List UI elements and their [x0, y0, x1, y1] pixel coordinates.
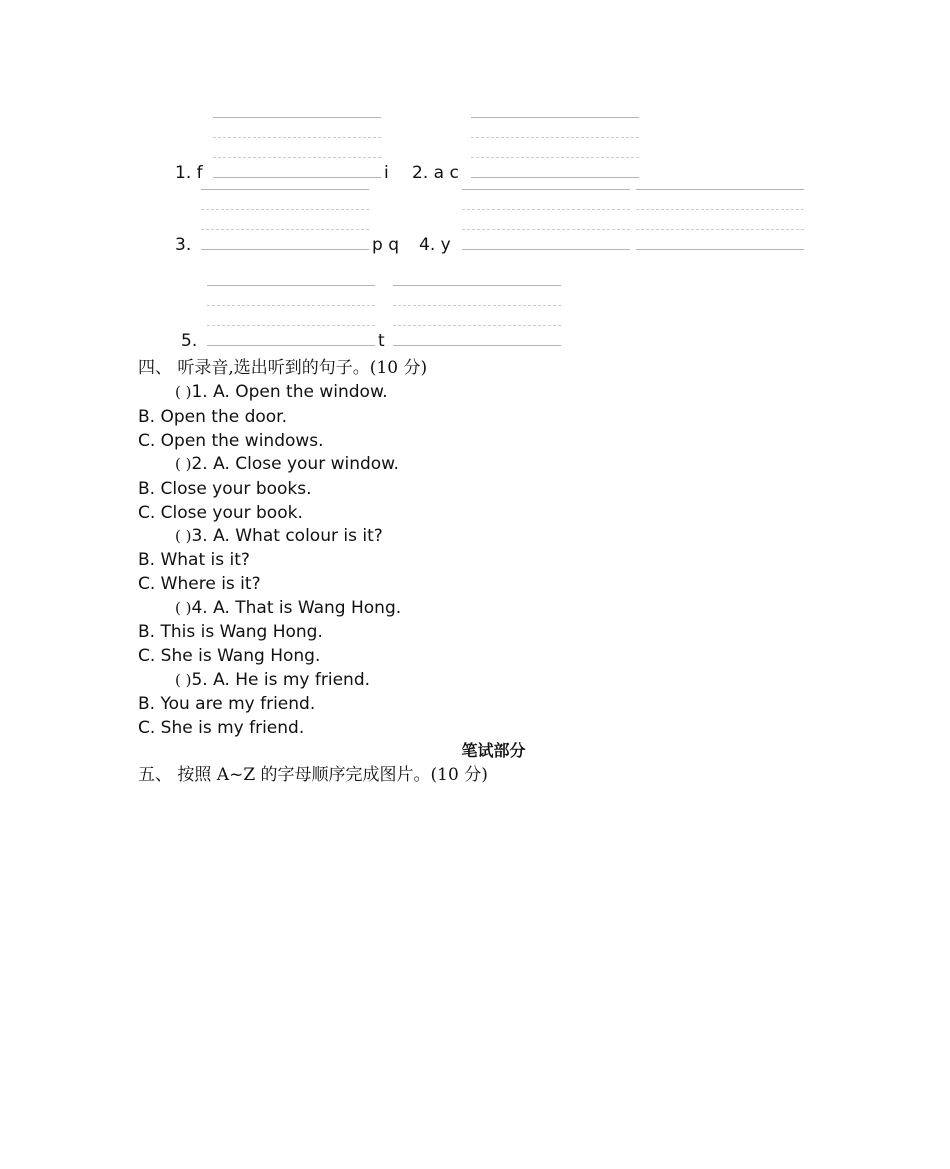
item-5-label: 5.: [181, 331, 198, 351]
option-a: 4. A. That is Wang Hong.: [191, 598, 402, 618]
option-c: C. Open the windows.: [138, 431, 324, 451]
item-1-label: 1. f: [175, 163, 203, 183]
section-5-heading: 五、 按照 A~Z 的字母顺序完成图片。(10 分): [138, 765, 488, 785]
option-b: B. You are my friend.: [138, 694, 316, 714]
writing-grid-5a[interactable]: [207, 285, 375, 345]
item-3-label: 3.: [175, 235, 192, 255]
question-3: [175, 526, 383, 546]
writing-grid-1[interactable]: [213, 117, 381, 177]
section-4-heading: 四、 听录音,选出听到的句子。(10 分): [138, 358, 428, 378]
writing-grid-3[interactable]: [201, 189, 369, 249]
option-c: C. She is Wang Hong.: [138, 646, 321, 666]
writing-grid-4a[interactable]: [462, 189, 630, 249]
answer-blank[interactable]: ( ): [175, 383, 192, 401]
answer-blank[interactable]: ( ): [175, 599, 192, 617]
item-3-after: p q: [372, 235, 399, 255]
answer-blank[interactable]: ( ): [175, 671, 192, 689]
writing-grid-4b[interactable]: [636, 189, 804, 249]
option-b: B. Close your books.: [138, 479, 312, 499]
question-2: [175, 454, 399, 474]
question-5: [175, 670, 370, 690]
option-c: C. Close your book.: [138, 503, 303, 523]
option-b: B. This is Wang Hong.: [138, 622, 323, 642]
option-a: 2. A. Close your window.: [191, 454, 399, 474]
item-5-after: t: [378, 331, 385, 351]
answer-blank[interactable]: ( ): [175, 455, 192, 473]
option-b: B. What is it?: [138, 550, 250, 570]
option-a: 5. A. He is my friend.: [191, 670, 371, 690]
item-4-label: 4. y: [419, 235, 451, 255]
written-part-title: 笔试部分: [461, 741, 526, 760]
option-a: 3. A. What colour is it?: [191, 526, 383, 546]
item-1-after: i: [384, 163, 389, 183]
writing-grid-5b[interactable]: [393, 285, 561, 345]
option-c: C. Where is it?: [138, 574, 261, 594]
option-c: C. She is my friend.: [138, 718, 305, 738]
question-4: [175, 598, 401, 618]
item-2-label: 2. a c: [412, 163, 459, 183]
option-a: 1. A. Open the window.: [191, 382, 388, 402]
answer-blank[interactable]: ( ): [175, 527, 192, 545]
question-1: [175, 382, 388, 402]
option-b: B. Open the door.: [138, 407, 288, 427]
writing-grid-2[interactable]: [471, 117, 639, 177]
